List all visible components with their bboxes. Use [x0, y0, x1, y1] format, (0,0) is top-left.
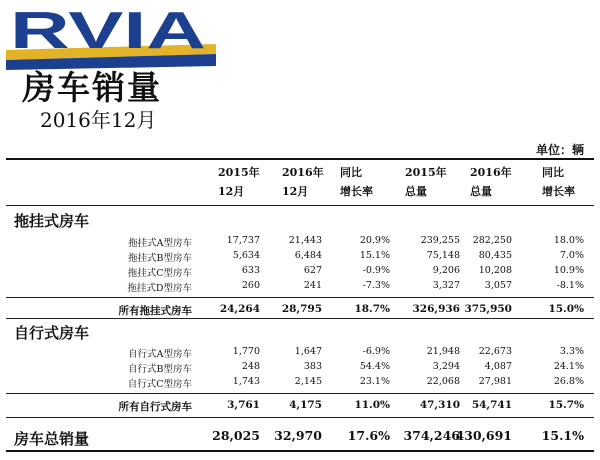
- page-subtitle: 2016年12月: [40, 108, 157, 132]
- table-row: 拖挂式D型房车 260 241 -7.3% 3,327 3,057 -8.1%: [127, 280, 584, 294]
- table-row: 拖挂式B型房车 5,634 6,484 15.1% 75,148 80,435 7.0%: [128, 250, 584, 264]
- col-header-2016-total: 2016年 总量: [470, 166, 512, 198]
- table-row: 自行式B型房车 248 383 54.4% 3,294 4,087 24.1%: [128, 361, 584, 375]
- section-title-motorized: 自行式房车: [14, 324, 90, 342]
- section-total-row-towable: 所有拖挂式房车 24,264 28,795 18.7% 326,936 375,950 15.0%: [118, 303, 584, 317]
- grand-total-row: 房车总销量 28,025 32,970 17.6% 374,246 430,691 15.1%: [14, 428, 584, 448]
- section-divider-rule: [6, 417, 594, 418]
- header-bottom-rule: [6, 205, 594, 206]
- table-row: 自行式C型房车 1,743 2,145 23.1% 22,068 27,981 26.8%: [127, 376, 584, 390]
- col-header-2015-total: 2015年 总量: [405, 166, 447, 198]
- page-title: 房车销量: [22, 68, 162, 107]
- table-row: 拖挂式A型房车 17,737 21,443 20.9% 239,255 282,250 18.0%: [128, 235, 584, 249]
- section-total-rule: [6, 297, 594, 298]
- section-total-row-motorized: 所有自行式房车 3,761 4,175 11.0% 47,310 54,741 15.7%: [118, 399, 584, 413]
- unit-label: 单位：辆: [535, 143, 584, 157]
- col-header-2015-dec: 2015年 12月: [218, 166, 260, 198]
- col-header-2016-dec: 2016年 12月: [282, 166, 324, 198]
- section-title-towable: 拖挂式房车: [14, 212, 90, 230]
- logo-text: RVIA: [10, 4, 206, 60]
- section-total-rule: [6, 393, 594, 394]
- col-header-annual-growth: 同比 增长率: [542, 166, 575, 198]
- section-divider-rule: [6, 318, 594, 319]
- col-header-monthly-growth: 同比 增长率: [340, 166, 373, 198]
- table-row: 拖挂式C型房车 633 627 -0.9% 9,206 10,208 10.9%: [127, 265, 584, 279]
- table-row: 自行式A型房车 1,770 1,647 -6.9% 21,948 22,673 3.3%: [128, 346, 584, 360]
- table-bottom-rule: [6, 450, 594, 452]
- header-top-rule: [6, 158, 594, 160]
